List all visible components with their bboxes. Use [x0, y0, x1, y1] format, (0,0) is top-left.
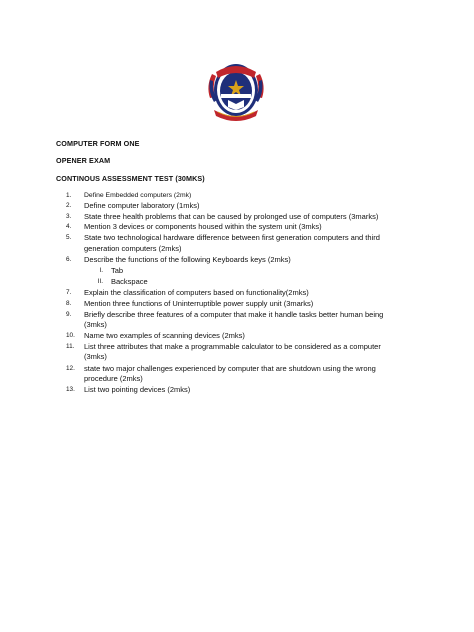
heading-test: CONTINOUS ASSESSMENT TEST (30MKS)	[56, 174, 205, 183]
subitem-number: I.	[99, 267, 103, 274]
question-text: State two technological hardware difference between first generation computers and third	[84, 233, 380, 242]
question-text-continued: procedure (2mks)	[84, 374, 143, 383]
question-number: 3.	[66, 213, 72, 220]
question-text: Mention three functions of Uninterruptible power supply unit (3marks)	[84, 299, 314, 308]
heading-class: COMPUTER FORM ONE	[56, 139, 140, 148]
question-text: Define computer laboratory (1mks)	[84, 201, 200, 210]
question-text: Describe the functions of the following Keyboards keys (2mks)	[84, 255, 291, 264]
question-number: 13.	[66, 386, 75, 393]
subitem-text: Tab	[111, 266, 124, 275]
question-number: 8.	[66, 300, 72, 307]
heading-exam: OPENER EXAM	[56, 156, 111, 165]
question-text: Briefly describe three features of a computer that make it handle tasks better human being	[84, 310, 384, 319]
question-text-continued: (3mks)	[84, 320, 107, 329]
question-number: 11.	[66, 343, 75, 350]
question-number: 5.	[66, 234, 72, 241]
question-number: 1.	[66, 192, 72, 199]
question-number: 6.	[66, 256, 72, 263]
question-text: State three health problems that can be caused by prolonged use of computers (3marks)	[84, 212, 379, 221]
question-number: 12.	[66, 365, 75, 372]
question-text: Define Embedded computers (2mk)	[84, 192, 192, 199]
question-text: Name two examples of scanning devices (2mks)	[84, 331, 245, 340]
question-text-continued: (3mks)	[84, 352, 107, 361]
question-number: 4.	[66, 223, 72, 230]
subitem-text: Backspace	[111, 277, 148, 286]
question-text: Explain the classification of computers based on functionality(2mks)	[84, 288, 309, 297]
subitem-number: II.	[97, 278, 103, 285]
question-text-continued: generation computers (2mks)	[84, 244, 182, 253]
question-text: Mention 3 devices or components housed within the system unit (3mks)	[84, 222, 322, 231]
question-text: List two pointing devices (2mks)	[84, 385, 191, 394]
question-text: state two major challenges experienced by computer that are shutdown using the wrong	[84, 364, 376, 373]
question-number: 7.	[66, 289, 72, 296]
question-number: 9.	[66, 311, 72, 318]
question-number: 10.	[66, 332, 75, 339]
question-text: List three attributes that make a programmable calculator to be considered as a computer	[84, 342, 381, 351]
question-number: 2.	[66, 202, 72, 209]
school-crest-icon	[204, 58, 268, 124]
